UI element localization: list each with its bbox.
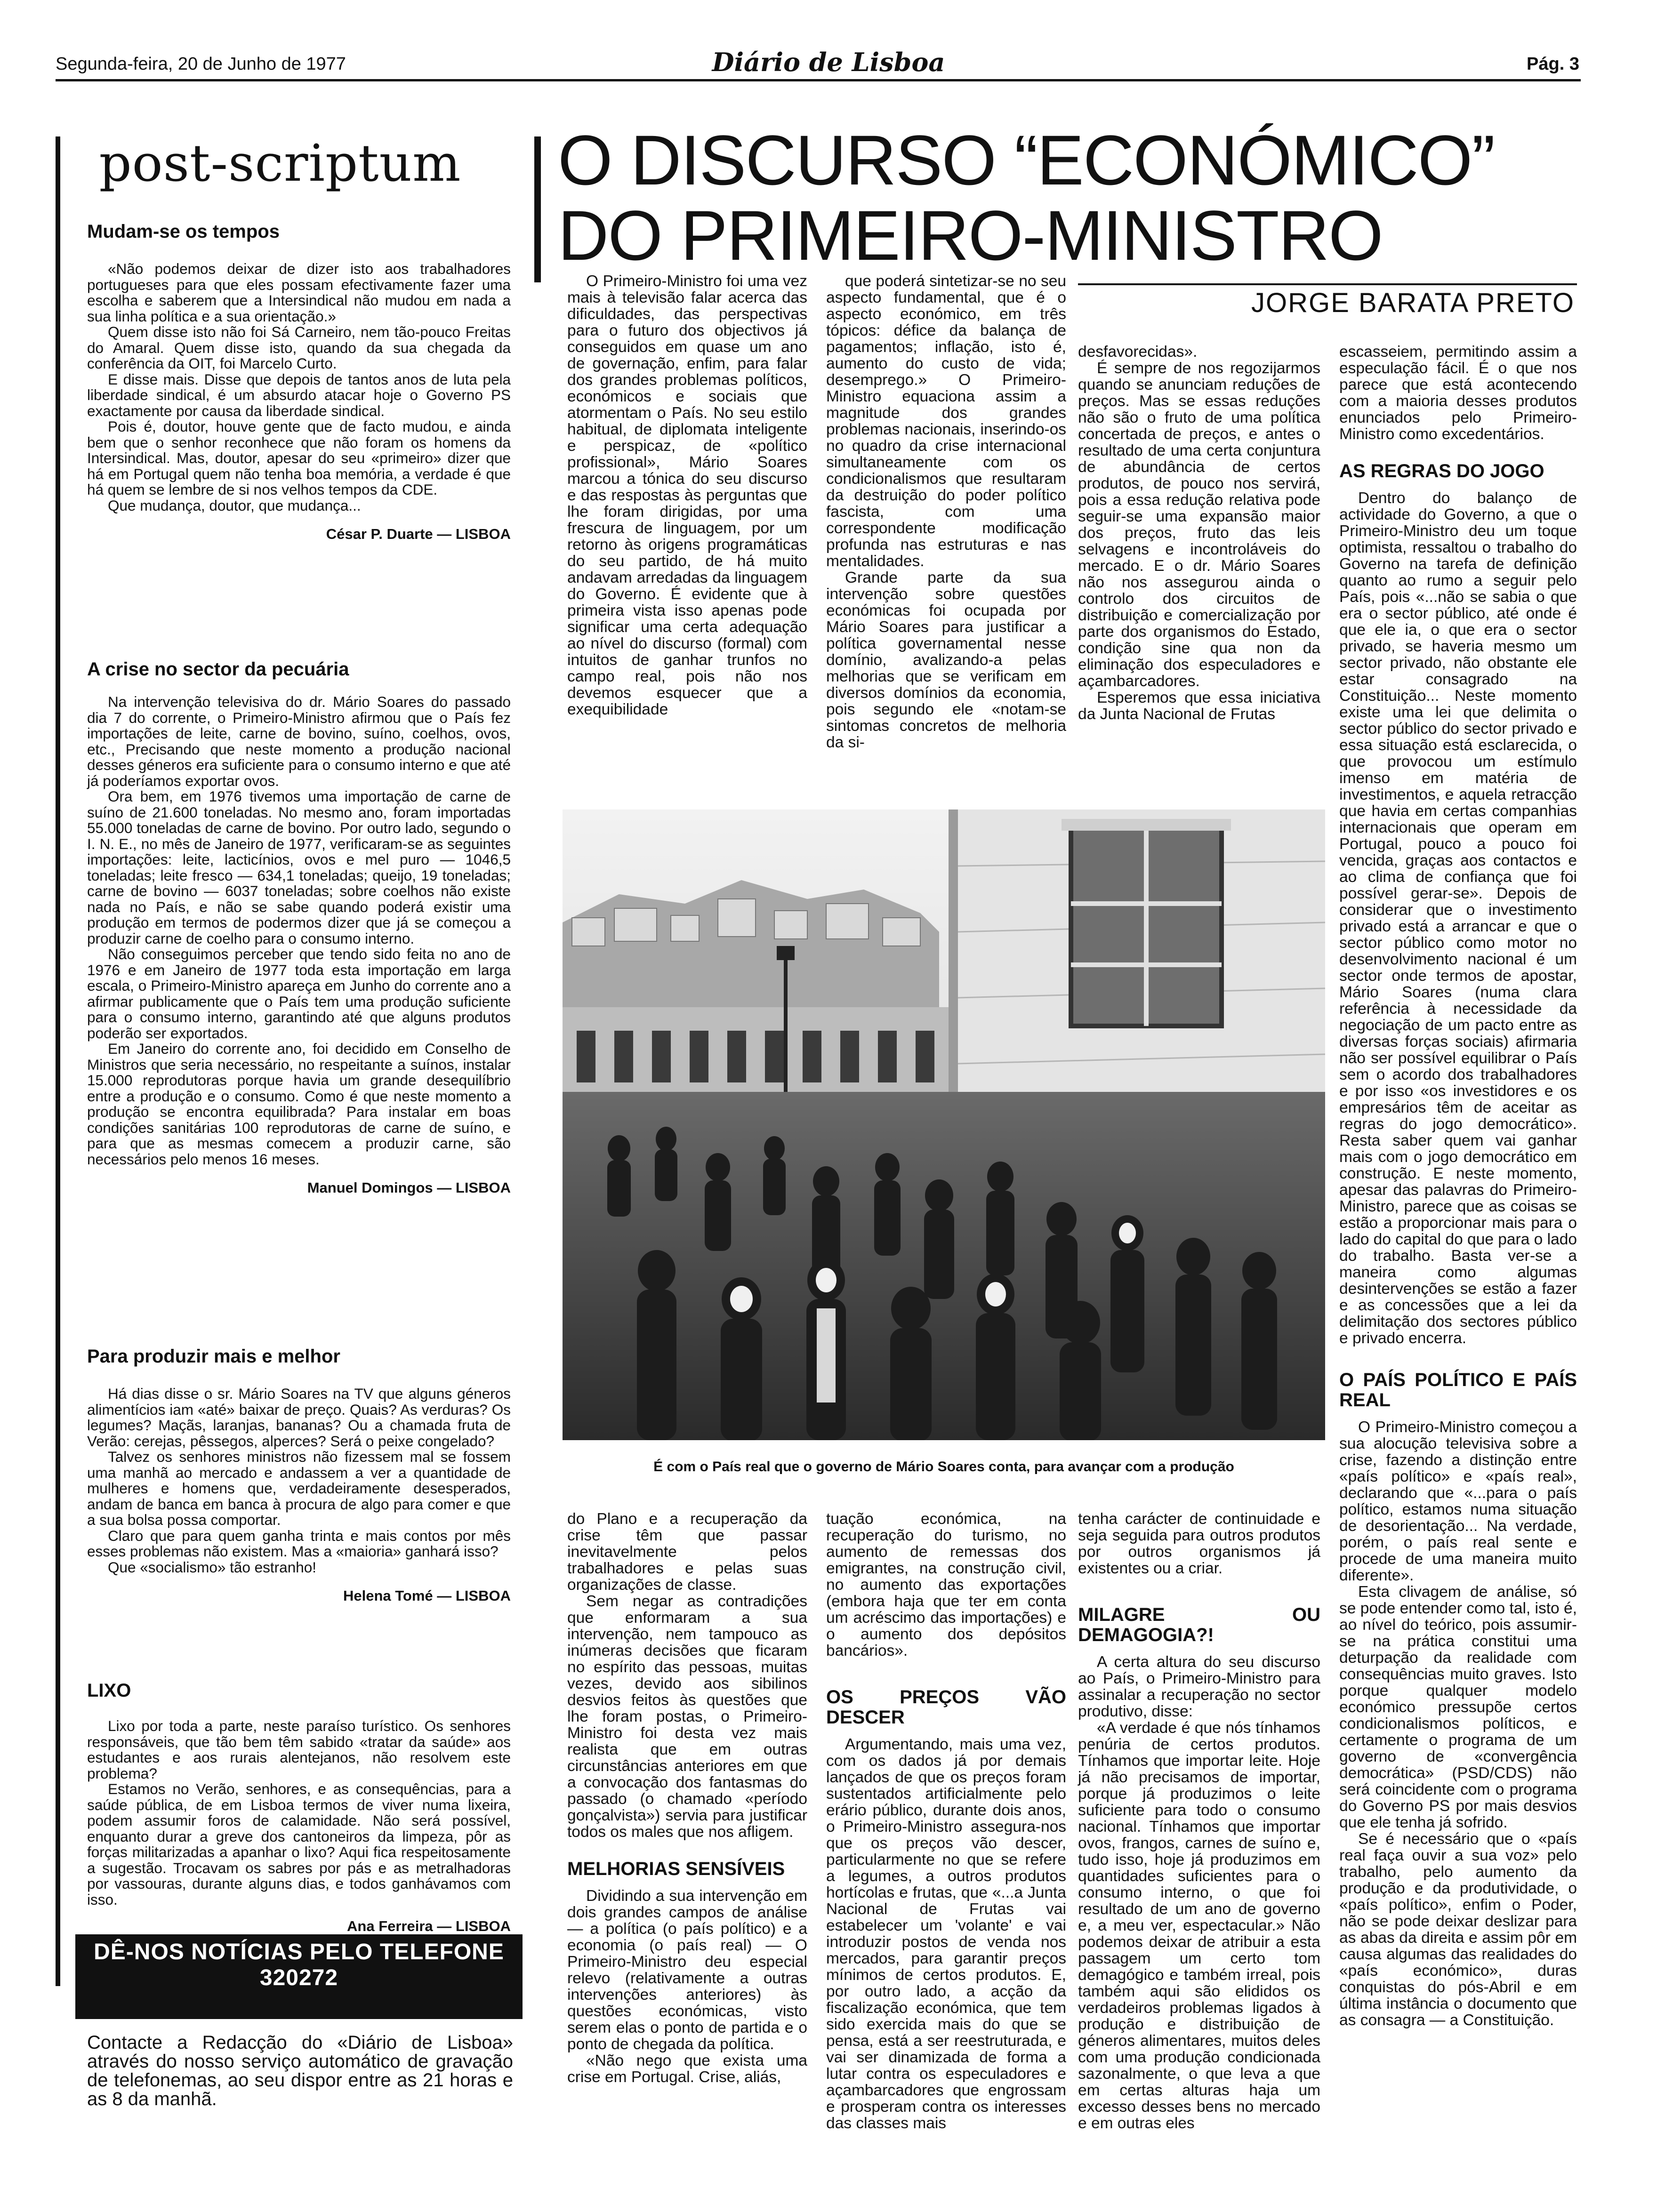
paragraph: Dividindo a sua intervenção em dois grandes campos de análise — a política (o país político) e a economia (o país real) — O Primeiro-Ministro deu especial relevo (relativamente a outras intervenções anteriores) às questões económicas, visto serem elas o ponto de partida e o ponto de chegada da política. xyxy=(567,1887,807,2053)
section-body xyxy=(87,1718,511,1907)
paragraph: «Não nego que exista uma crise em Portugal. Crise, aliás, xyxy=(567,2052,807,2086)
paragraph: «Não podemos deixar de dizer isto aos trabalhadores portugueses para que eles possam efectivamente fazer uma escolha e saberem que a Intersindical não mudou em nada a sua linha política e a sua orientação.» xyxy=(87,260,511,325)
paragraph: desfavorecidas». xyxy=(1078,343,1198,361)
promo-text: Contacte a Redacção do «Diário de Lisboa» através do nosso serviço automático de gravação de telefonemas, ao seu dispor entre as 21 horas e as 8 da manhã. xyxy=(87,2032,513,2109)
masthead: Diário de Lisboa xyxy=(712,47,945,77)
paragraph: Esta clivagem de análise, só se pode entender como tal, isto é, ao nível do teórico, pois assumir-se na prática constitui uma deturpação da realidade com consequências muito graves. Isto porque qualquer modelo económico pressupõe certos condicionalismos políticos, e certamente o programa de um governo de «convergência democrática» (PSD/CDS) não será coincidente com o programa do Governo PS por mais desvios que ele tenha já sofrido. xyxy=(1339,1583,1577,1831)
headline-line-1: O DISCURSO “ECONÓMICO” xyxy=(558,120,1495,200)
subheading-precos: OS PREÇOS VÃO DESCER xyxy=(826,1687,1066,1728)
paragraph: Pois é, doutor, houve gente que de facto mudou, e ainda bem que o senhor reconhece que não foram os homens da Intersindical. Mas, doutor, apesar do seu «primeiro» dizer que há em Portugal quem não tenha boa memória, a verdade é que há quem se lembre de si nos velhos tempos da CDE. xyxy=(87,418,511,498)
signature: Manuel Domingos — LISBOA xyxy=(307,1179,511,1196)
paragraph: Estamos no Verão, senhores, e as consequências, para a saúde pública, de em Lisboa termos de viver numa lixeira, podem assumir foros de calamidade. Não será possível, enquanto durar a greve dos cantoneiros da limpeza, pôr as forças militarizadas a apanhar o lixo? Aqui fica respeitosamente a sugestão. Trocavam os sabres por pás e as metralhadoras por vassouras, durante alguns dias, e todos ganhávamos com isso. xyxy=(87,1780,511,1908)
signature: César P. Duarte — LISBOA xyxy=(326,526,511,542)
header-date: Segunda-feira, 20 de Junho de 1977 xyxy=(56,54,346,74)
paragraph: tuação económica, na recuperação do turismo, no aumento de remessas dos emigrantes, na construção civil, no aumento das exportações (embora haja que ter em conta um acréscimo das importações) e o aumento dos depósitos bancários». xyxy=(826,1510,1066,1659)
paragraph: Que mudança, doutor, que mudança... xyxy=(108,497,361,514)
postscript-section-4 xyxy=(87,1680,511,1935)
headline-line-2: DO PRIMEIRO-MINISTRO xyxy=(558,196,1383,275)
paragraph: Esperemos que essa iniciativa da Junta Nacional de Frutas xyxy=(1078,689,1320,723)
headline xyxy=(558,122,1575,273)
paragraph: E disse mais. Disse que depois de tantos anos de luta pela liberdade sindical, é um absurdo atacar hoje o Governo PS exactamente por causa da liberdade sindical. xyxy=(87,370,511,419)
subheading-milagre: MILAGRE OU DEMAGOGIA?! xyxy=(1078,1604,1320,1645)
crowd-photo-image xyxy=(563,809,1325,1440)
promo-title: DÊ-NOS NOTÍCIAS PELO TELEFONE 320272 xyxy=(94,1940,504,1990)
section-body xyxy=(87,694,511,1167)
paragraph: «A verdade é que nós tínhamos penúria de certos produtos. Tínhamos que importar leite. Hoje já não precisamos de importar, porque já produzimos o leite suficiente para todo o consumo nacional. Tínhamos que importar ovos, frangos, carnes de suíno e, tudo isso, hoje já produzimos em quantidades suficientes para o consumo interno, o que foi resultado de um ano de governo e, a meu ver, espectacular.» Não podemos deixar de atribuir a esta passagem um certo tom demagógico e também irreal, pois também aqui são elididos os verdadeiros problemas ligados à produção e distribuição de géneros alimentares, muitos deles com uma produção condicionada sazonalmente, o que leva a que em certas alturas haja um excesso desses bens no mercado e em outras eles xyxy=(1078,1719,1320,2132)
subheading-pais: O PAÍS POLÍTICO E PAÍS REAL xyxy=(1339,1370,1577,1411)
paragraph: Que «socialismo» tão estranho! xyxy=(108,1558,316,1576)
headline-bar xyxy=(534,136,541,282)
paragraph: do Plano e a recuperação da crise têm que passar inevitavelmente pelos trabalhadores e pelas suas organizações de classe. xyxy=(567,1510,807,1594)
signature: Helena Tomé — LISBOA xyxy=(343,1587,511,1604)
section-heading: Mudam-se os tempos xyxy=(87,221,280,242)
article-column-4 xyxy=(1339,344,1577,2028)
postscript-title: post-scriptum xyxy=(99,134,461,193)
section-body xyxy=(87,1386,511,1575)
article-lower-column-3 xyxy=(1078,1511,1320,2132)
paragraph: Lixo por toda a parte, neste paraíso turístico. Os senhores responsáveis, que tão bem têm sabido «tratar da saúde» aos estudantes e aos rurais alentejanos, não resolvem este problema? xyxy=(87,1717,511,1782)
postscript-section-2 xyxy=(87,659,511,1196)
header-rule xyxy=(56,79,1581,81)
postscript-border xyxy=(56,136,60,1986)
crowd-photo xyxy=(563,809,1325,1440)
postscript-section-1 xyxy=(87,221,511,543)
paragraph: Ora bem, em 1976 tivemos uma importação de carne de suíno de 21.600 toneladas. No mesmo ano, foram importadas 55.000 toneladas de carne de bovino. Por outro lado, segundo o I. N. E., no mês de Janeiro de 1977, verificaram-se as seguintes importações: leite, lacticínios, ovos e mel puro — 1046,5 toneladas; leite fresco — 634,1 toneladas; queijo, 19 toneladas; carne de bovino — 6037 toneladas; sobre coelhos não existe nada no País, e não se sabe quando poderá existir uma produção em termos de podermos dizer que já se começou a produzir carne de coelho para o consumo interno. xyxy=(87,788,511,947)
subheading-regras: AS REGRAS DO JOGO xyxy=(1339,461,1544,481)
paragraph: Não conseguimos perceber que tendo sido feita no ano de 1976 e em Janeiro de 1977 toda esta importação em larga escala, o Primeiro-Ministro apareça em Junho do corrente ano a afirmar publicamente que o País tem uma produção suficiente para o consumo interno, garantindo até que alguns produtos poderão ser exportados. xyxy=(87,946,511,1042)
article-column-2 xyxy=(826,273,1066,751)
article-lower-column-1 xyxy=(567,1511,807,2085)
paragraph: Na intervenção televisiva do dr. Mário Soares do passado dia 7 do corrente, o Primeiro-Ministro afirmou que o País fez importações de leite, carne de bovino, suíno, coelhos, ovos, etc., Precisando que neste momento a produção nacional desses géneros era suficiente para o consumo interno e que até já poderíamos exportar ovos. xyxy=(87,693,511,789)
paragraph: tenha carácter de continuidade e seja seguida para outros produtos por outros organismos já existentes ou a criar. xyxy=(1078,1510,1320,1577)
paragraph: Dentro do balanço de actividade do Governo, a que o Primeiro-Ministro deu um toque optimista, ressaltou o trabalho do Governo na tarefa de definição quanto ao rumo a seguir pelo País, pois «...não se sabia o que era o sector público, até onde é que ele ia, o que era o sector privado, se haveria mesmo um sector privado, não obstante ele estar consagrado na Constituição... Neste momento existe uma lei que delimita o sector público do sector privado e essa situação está esclarecida, o que provocou um estímulo imenso em matéria de investimentos, e aquela retracção que havia em certas companhias internacionais que operam em Portugal, pouco a pouco foi vencida, graças aos contactos e ao clima de confiança que foi possível gerar-se». Depois de considerar que o investimento privado está a arrancar e que o sector público como motor no desenvolvimento nacional é um sector onde termos de apostar, Mário Soares (numa clara referência à necessidade da negociação de um pacto entre as diversas forças sociais) afirmaria não ser possível equilibrar o País sem o acordo dos trabalhadores e por isso «os investidores e os empresários têm de aceitar as regras do jogo democrático». Resta saber quem vai ganhar mais com o jogo democrático em construção. E neste momento, apesar das palavras do Primeiro-Ministro, parece que as coisas se estão a proporcionar mais para o lado do capital do que para o lado do trabalho. Basta ver-se a maneira como algumas desintervenções se estão a fazer e as concessões que a lei da delimitação dos sectores público e privado encerra. xyxy=(1339,489,1577,1347)
paragraph: Quem disse isto não foi Sá Carneiro, nem tão-pouco Freitas do Amaral. Quem disse isto, quando da sua chegada da conferência da OIT, foi Marcelo Curto. xyxy=(87,323,511,372)
article-lower-column-2 xyxy=(826,1511,1066,2132)
photo-caption: É com o País real que o governo de Mário Soares conta, para avançar com a produção xyxy=(653,1459,1234,1475)
section-heading: LIXO xyxy=(87,1680,131,1701)
paragraph: A certa altura do seu discurso ao País, o Primeiro-Ministro para assinalar a recuperação no sector produtivo, disse: xyxy=(1078,1653,1320,1720)
section-heading: A crise no sector da pecuária xyxy=(87,659,349,680)
section-body xyxy=(87,261,511,513)
paragraph: Grande parte da sua intervenção sobre questões económicas foi ocupada por Mário Soares para justificar a política governamental nesse domínio, avalizando-a pelas melhorias que se verificam em diversos domínios da economia, pois segundo ele «notam-se sintomas concretos de melhoria da si- xyxy=(826,569,1066,751)
paragraph: escasseiem, permitindo assim a especulação fácil. É o que nos parece que está acontecendo com a maioria desses produtos enunciados pelo Primeiro-Ministro como excedentários. xyxy=(1339,343,1577,443)
paragraph: Talvez os senhores ministros não fizessem mal se fossem uma manhã ao mercado e andassem a ver a quantidade de mulheres e homens que, verdadeiramente desesperados, andam de banca em banca à procura de algo para comer e que a sua bolsa possa comportar. xyxy=(87,1448,511,1528)
section-heading: Para produzir mais e melhor xyxy=(87,1346,340,1367)
paragraph: Há dias disse o sr. Mário Soares na TV que alguns géneros alimentícios iam «até» baixar de preço. Quais? As verduras? Os legumes? Maçãs, laranjas, bananas? Ou a chamada fruta de Verão: cerejas, pêssegos, alperces? Será o peixe congelado? xyxy=(87,1385,511,1450)
paragraph: que poderá sintetizar-se no seu aspecto fundamental, que é o aspecto económico, em três tópicos: défice da balança de pagamentos; inflação, isto é, aumento do custo de vida; desemprego.» O Primeiro-Ministro equaciona assim a magnitude dos grandes problemas nacionais, inserindo-os no quadro da crise internacional simultaneamente com os condicionalismos que resultaram da destruição do poder político fascista, com uma correspondente modificação profunda nas estruturas e nas mentalidades. xyxy=(826,272,1066,570)
paragraph: Se é necessário que o «país real faça ouvir a sua voz» pelo trabalho, pelo aumento da produção e da produtividade, o «país político», enfim o Poder, não se pode deixar deslizar para as abas da direita e assim pôr em causa algumas das realidades do «país económico», duras conquistas do pós-Abril e em última instância o documento que as consagra — a Constituição. xyxy=(1339,1830,1577,2029)
postscript-section-3 xyxy=(87,1346,511,1604)
paragraph: É sempre de nos regozijarmos quando se anunciam reduções de preços. Mas se essas reduções não são o fruto de uma política concertada de preços, e antes o resultado de uma certa conjuntura de abundância de certos produtos, de pouco nos servirá, pois a essa redução relativa pode seguir-se uma expansão maior dos preços, fruto das leis selvagens e incontroláveis do mercado. E o dr. Mário Soares não nos assegurou ainda o controlo dos circuitos de distribuição e comercialização por parte dos organismos do Estado, condição sine qua non da eliminação dos especuladores e açambarcadores. xyxy=(1078,360,1320,690)
signature: Ana Ferreira — LISBOA xyxy=(347,1918,511,1934)
article-column-1 xyxy=(567,273,807,718)
article-column-3 xyxy=(1078,344,1320,722)
paragraph: O Primeiro-Ministro foi uma vez mais à televisão falar acerca das dificuldades, das perspectivas para o futuro dos objectivos já conseguidos em quase um ano de governação, enfim, para falar dos grandes problemas políticos, económicos e sociais que atormentam o País. No seu estilo habitual, de diplomata inteligente e perspicaz, de «político profissional», Mário Soares marcou a tónica do seu discurso e das respostas às perguntas que lhe foram dirigidas, por uma frescura de linguagem, por um retorno às origens programáticas do seu partido, de há muito andavam arredadas da linguagem do Governo. É evidente que à primeira vista isso apenas pode significar uma certa adequação ao nível do discurso (formal) com intuitos de ganhar trunfos no campo real, pois não nos devemos esquecer que a exequibilidade xyxy=(567,272,807,718)
author-rule xyxy=(1078,283,1577,285)
paragraph: Sem negar as contradições que enformaram a sua intervenção, nem tampouco as inúmeras decisões que ficaram no espírito das pessoas, muitas vezes, devido aos sibilinos desvios feitos às questões que lhe foram postas, o Primeiro-Ministro foi desta vez mais realista que em outras circunstâncias anteriores em que a convocação dos fantasmas do passado (o chamado «período gonçalvista») servia para justificar todos os males que nos afligem. xyxy=(567,1593,807,1841)
page-number: Pág. 3 xyxy=(1527,54,1579,74)
paragraph: Em Janeiro do corrente ano, foi decidido em Conselho de Ministros que seria necessário, no respeitante a suínos, instalar 15.000 reprodutoras porque havia um grande desequilíbrio entre a produção e o consumo. Como é que neste momento a produção se encontra equilibrada? Para instalar em boas condições sanitárias 100 reprodutoras de carne de suíno, e para que as mesmas comecem a produzir carne, são necessários pelo menos 16 meses. xyxy=(87,1040,511,1168)
paragraph: O Primeiro-Ministro começou a sua alocução televisiva sobre a crise, fazendo a distinção entre «país político» e «país real», declarando que «...para o país político, estamos numa situação de desorientação... Na verdade, porém, o país real sente e procede de uma maneira muito diferente». xyxy=(1339,1419,1577,1584)
byline: JORGE BARATA PRETO xyxy=(1251,288,1575,318)
paragraph: Argumentando, mais uma vez, com os dados já por demais lançados de que os preços foram sustentados artificialmente pelo erário público, durante dois anos, o Primeiro-Ministro assegura-nos que os preços vão descer, particularmente no que se refere a legumes, a outros produtos hortícolas e frutas, que «...a Junta Nacional de Frutas vai estabelecer um 'volante' e vai introduzir postos de venda nos mercados, para garantir preços mínimos de certos produtos. E, por outro lado, a acção da fiscalização económica, que tem sido exercida mais do que se pensa, está a ser reestruturada, e vai ser dinamizada de forma a lutar contra os especuladores e açambarcadores que engrossam e prosperam contra os interesses das classes mais xyxy=(826,1736,1066,2132)
paragraph: Claro que para quem ganha trinta e mais contos por mês esses problemas não existem. Mas a «maioria» ganhará isso? xyxy=(87,1527,511,1560)
subheading-melhorias: MELHORIAS SENSÍVEIS xyxy=(567,1859,785,1879)
